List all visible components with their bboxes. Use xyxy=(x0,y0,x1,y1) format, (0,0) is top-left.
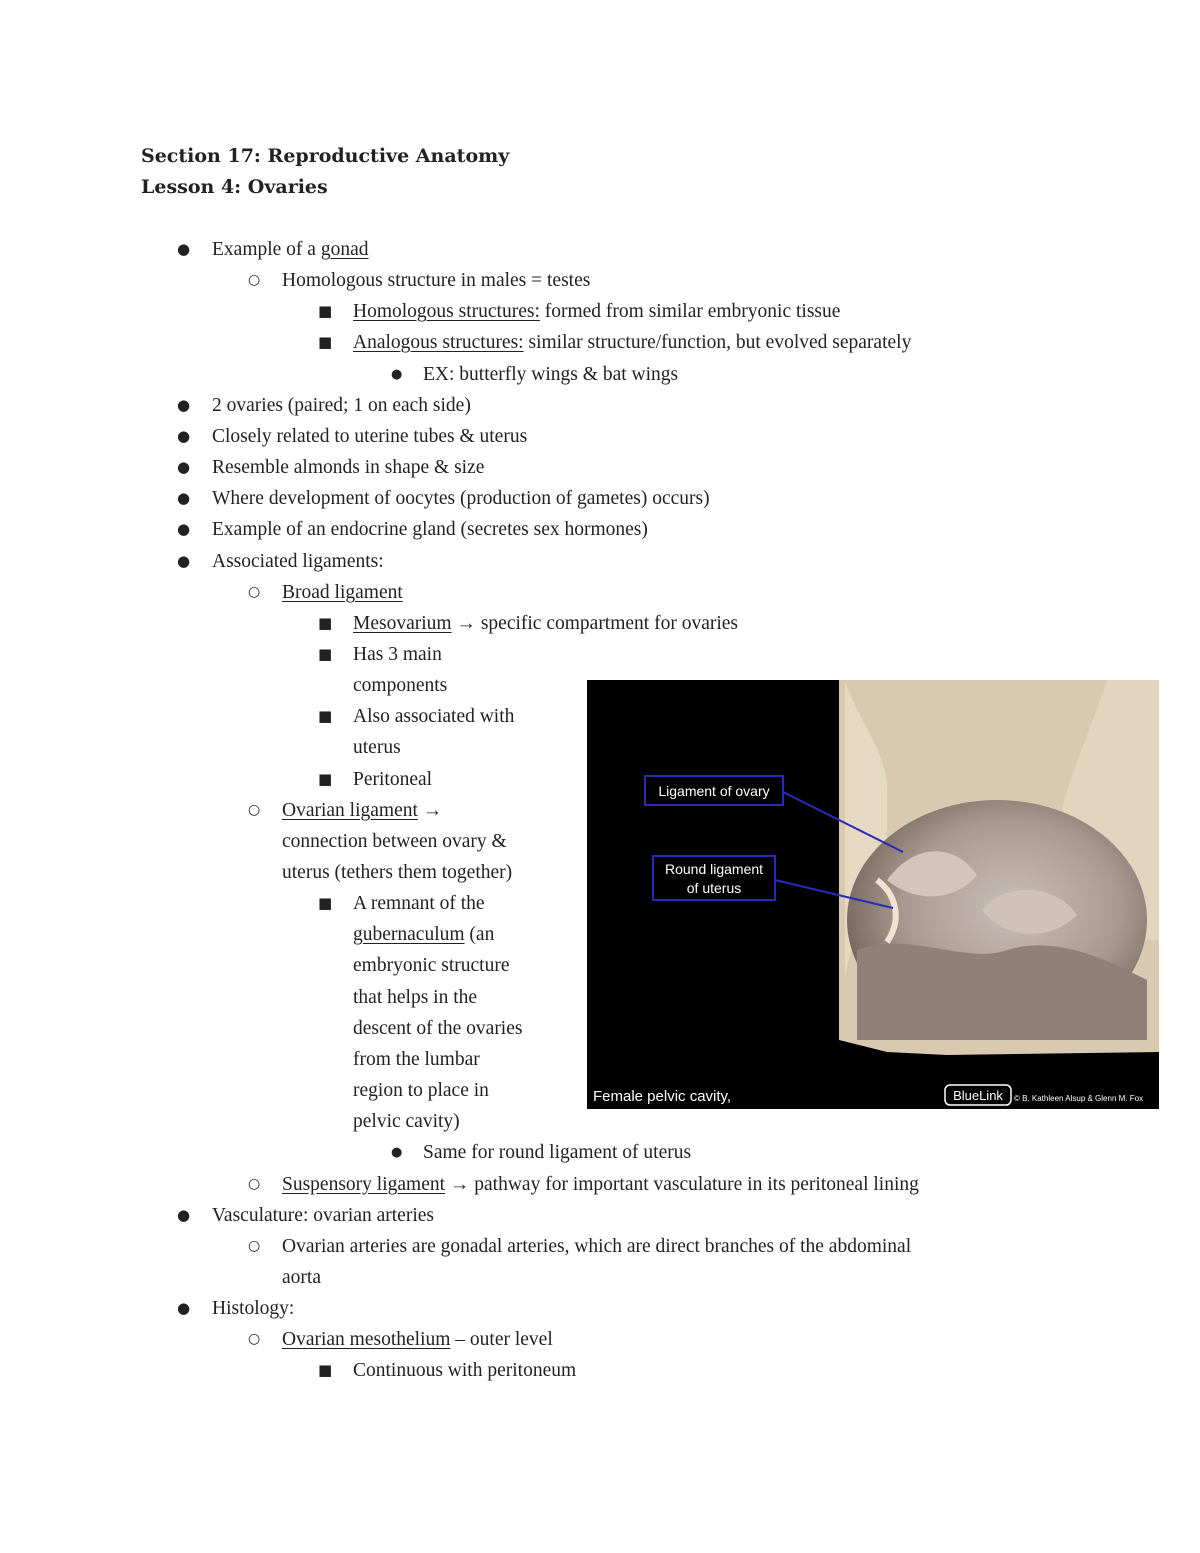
lesson-title: Lesson 4: Ovaries xyxy=(141,176,328,198)
text-segment: Continuous with peritoneum xyxy=(353,1360,577,1381)
text-segment: Same for round ligament of uterus xyxy=(423,1142,692,1163)
figure-caption: Female pelvic cavity, xyxy=(593,1088,732,1105)
bullet-marker: ■ xyxy=(318,1361,333,1379)
list-item xyxy=(212,483,710,514)
text-segment: connection between ovary & xyxy=(282,831,507,852)
text-segment: embryonic structure xyxy=(353,955,510,976)
text-segment: Example of a xyxy=(212,239,321,260)
bullet-marker: ○ xyxy=(248,584,261,600)
underlined-term: gonad xyxy=(320,239,369,260)
text-segment: pelvic cavity) xyxy=(353,1111,460,1132)
text-segment: 2 ovaries (paired; 1 on each side) xyxy=(212,395,471,416)
text-segment: Ovarian arteries are gonadal arteries, which are direct branches of the abdominal xyxy=(282,1236,912,1257)
text-segment: → specific compartment for ovaries xyxy=(451,613,739,634)
list-item xyxy=(212,234,369,265)
list-item xyxy=(353,701,514,732)
list-item xyxy=(212,421,527,452)
text-segment: Homologous structure in males = testes xyxy=(282,270,591,291)
bullet-marker: ○ xyxy=(248,1331,261,1347)
pelvic-cavity-image xyxy=(587,680,1159,1109)
bullet-marker: ● xyxy=(177,520,191,538)
list-item xyxy=(353,327,911,358)
list-item xyxy=(353,888,485,919)
text-segment: Where development of oocytes (production of gametes) occurs) xyxy=(212,488,710,509)
bullet-marker: ■ xyxy=(318,770,333,788)
bullet-marker: ■ xyxy=(318,614,333,632)
bluelink-logo xyxy=(945,1085,1011,1105)
text-segment: Example of an endocrine gland (secretes sex hormones) xyxy=(212,519,648,540)
list-item xyxy=(212,546,384,577)
list-item-continuation xyxy=(353,732,401,763)
figure-credit: © B. Kathleen Alsup & Glenn M. Fox xyxy=(1014,1094,1144,1103)
list-item xyxy=(353,296,840,327)
bullet-marker: ■ xyxy=(318,302,333,320)
text-segment: Also associated with xyxy=(353,706,515,727)
bullet-marker: ● xyxy=(177,1206,191,1224)
list-item-continuation xyxy=(353,1106,460,1137)
bullet-marker: ● xyxy=(177,1299,191,1317)
list-item xyxy=(282,1324,553,1355)
list-item-continuation xyxy=(353,950,510,981)
list-item-continuation xyxy=(353,1013,522,1044)
list-item-continuation xyxy=(353,670,447,701)
list-item xyxy=(353,764,432,795)
text-segment: similar structure/function, but evolved separately xyxy=(523,332,912,353)
underlined-term: Suspensory ligament xyxy=(282,1174,446,1195)
text-segment: region to place in xyxy=(353,1080,489,1101)
bullet-marker: ■ xyxy=(318,333,333,351)
bullet-marker: ● xyxy=(177,240,191,258)
list-item-continuation xyxy=(353,1075,489,1106)
text-segment: components xyxy=(353,675,448,696)
list-item xyxy=(212,1200,434,1231)
list-item xyxy=(282,1169,919,1200)
list-item xyxy=(212,452,484,483)
list-item-continuation xyxy=(282,826,507,857)
text-segment: descent of the ovaries xyxy=(353,1018,523,1039)
bullet-marker: ○ xyxy=(248,802,261,818)
svg-text:Round ligament: Round ligament xyxy=(664,861,764,877)
text-segment: Associated ligaments: xyxy=(212,551,384,572)
bullet-marker: ● xyxy=(391,367,403,382)
underlined-term: Analogous structures: xyxy=(353,332,524,353)
svg-text:BlueLink: BlueLink xyxy=(953,1088,1003,1103)
bullet-marker: ○ xyxy=(248,1176,261,1192)
list-item xyxy=(423,359,678,390)
list-item xyxy=(353,639,442,670)
text-segment: that helps in the xyxy=(353,987,478,1008)
text-segment: Resemble almonds in shape & size xyxy=(212,457,485,478)
text-segment: – outer level xyxy=(450,1329,553,1350)
underlined-term: gubernaculum xyxy=(353,924,465,945)
list-item xyxy=(353,1355,576,1386)
list-item xyxy=(282,1231,911,1262)
text-segment: → pathway for important vasculature in its peritoneal lining xyxy=(445,1174,919,1195)
text-segment: from the lumbar xyxy=(353,1049,480,1070)
bullet-marker: ○ xyxy=(248,272,261,288)
list-item-continuation xyxy=(353,1044,480,1075)
list-item-continuation xyxy=(353,919,494,950)
svg-text:of uterus: of uterus xyxy=(686,880,742,896)
text-segment: Has 3 main xyxy=(353,644,442,665)
bullet-marker: ● xyxy=(177,552,191,570)
bullet-marker: ● xyxy=(177,427,191,445)
text-segment: A remnant of the xyxy=(353,893,485,914)
bullet-marker: ○ xyxy=(248,1238,261,1254)
text-segment: formed from similar embryonic tissue xyxy=(539,301,841,322)
text-segment: uterus xyxy=(353,737,401,758)
underlined-term: Mesovarium xyxy=(353,613,452,634)
bullet-marker: ● xyxy=(177,458,191,476)
list-item xyxy=(212,390,471,421)
list-item xyxy=(212,1293,294,1324)
bullet-marker: ● xyxy=(177,489,191,507)
page-title: Section 17: Reproductive Anatomy xyxy=(141,145,510,167)
list-item-continuation xyxy=(282,1262,321,1293)
bullet-marker: ■ xyxy=(318,707,333,725)
bullet-marker: ● xyxy=(391,1145,403,1160)
text-segment: Histology: xyxy=(212,1298,295,1319)
bullet-marker: ■ xyxy=(318,645,333,663)
list-item xyxy=(212,514,648,545)
list-item xyxy=(282,265,590,296)
text-segment: aorta xyxy=(282,1267,321,1288)
list-item xyxy=(353,608,738,639)
pelvic-cavity-figure xyxy=(587,680,1159,1109)
text-segment: uterus (tethers them together) xyxy=(282,862,513,883)
list-item xyxy=(282,577,403,608)
underlined-term: Ovarian mesothelium xyxy=(282,1329,451,1350)
text-segment: Closely related to uterine tubes & uterus xyxy=(212,426,528,447)
list-item-continuation xyxy=(353,982,477,1013)
text-segment: EX: butterfly wings & bat wings xyxy=(423,364,679,385)
svg-text:Ligament of ovary: Ligament of ovary xyxy=(658,783,770,799)
text-segment: Peritoneal xyxy=(353,769,433,790)
text-segment: → xyxy=(417,800,443,821)
list-item-continuation xyxy=(282,857,512,888)
list-item xyxy=(423,1137,691,1168)
underlined-term: Ovarian ligament xyxy=(282,800,418,821)
text-segment: (an xyxy=(464,924,495,945)
underlined-term: Broad ligament xyxy=(282,582,403,603)
list-item xyxy=(282,795,442,826)
bullet-marker: ■ xyxy=(318,894,333,912)
underlined-term: Homologous structures: xyxy=(353,301,540,322)
text-segment: Vasculature: ovarian arteries xyxy=(212,1205,434,1226)
bullet-marker: ● xyxy=(177,396,191,414)
